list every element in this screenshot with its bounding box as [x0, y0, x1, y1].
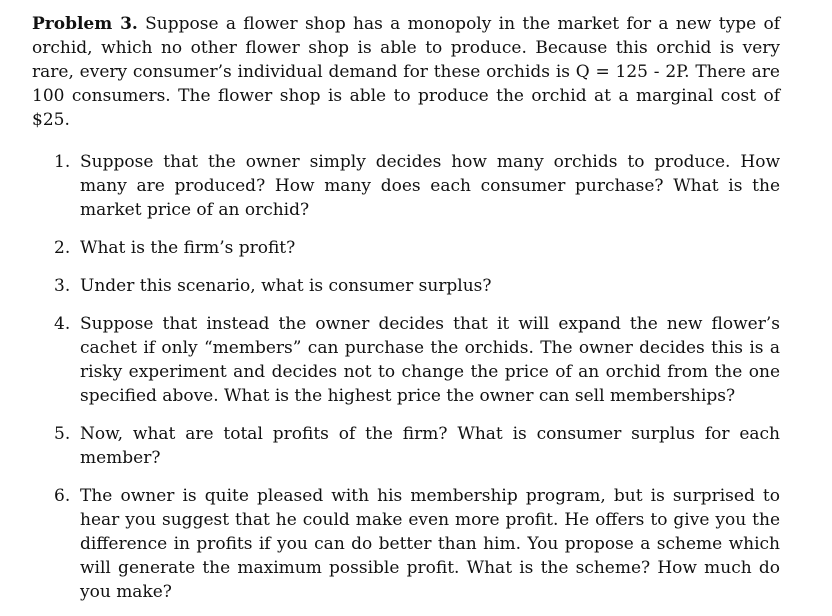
- problem-label: Problem 3.: [32, 14, 138, 34]
- question-number: 6.: [54, 486, 71, 506]
- question-item-3: [32, 274, 780, 298]
- question-number: 2.: [54, 238, 71, 258]
- question-item-2: [32, 236, 780, 260]
- question-text: Under this scenario, what is consumer surplus?: [80, 276, 492, 296]
- question-text: Suppose that the owner simply decides how many orchids to produce. How many are produced? How many does each consumer purchase? What is the market price of an orchid?: [80, 152, 780, 220]
- question-item-1: [32, 150, 780, 222]
- question-list: [32, 150, 780, 604]
- question-text: What is the firm’s profit?: [80, 238, 296, 258]
- question-number: 4.: [54, 314, 71, 334]
- problem-statement: [32, 12, 780, 132]
- question-text: The owner is quite pleased with his membership program, but is surprised to hear you suggest that he could make even more profit. He offers to give you the difference in profits if you can do better than him. You propose a scheme which will generate the maximum possible profit. What is the scheme? How much do you make?: [80, 486, 780, 602]
- question-item-4: [32, 312, 780, 408]
- question-item-6: [32, 484, 780, 604]
- question-text: Now, what are total profits of the firm? What is consumer surplus for each member?: [80, 424, 780, 468]
- problem-intro-text: Suppose a flower shop has a monopoly in the market for a new type of orchid, which no other flower shop is able to produce. Because this orchid is very rare, every consumer’s individual demand for these orchids is Q = 125 - 2P. There are 100 consumers. The flower shop is able to produce the orchid at a marginal cost of $25.: [32, 14, 780, 130]
- question-text: Suppose that instead the owner decides that it will expand the new flower’s cachet if only “members” can purchase the orchids. The owner decides this is a risky experiment and decides not to change the price of an orchid from the one specified above. What is the highest price the owner can sell memberships?: [80, 314, 780, 406]
- question-number: 1.: [54, 152, 71, 172]
- question-number: 3.: [54, 276, 71, 296]
- question-item-5: [32, 422, 780, 470]
- question-number: 5.: [54, 424, 71, 444]
